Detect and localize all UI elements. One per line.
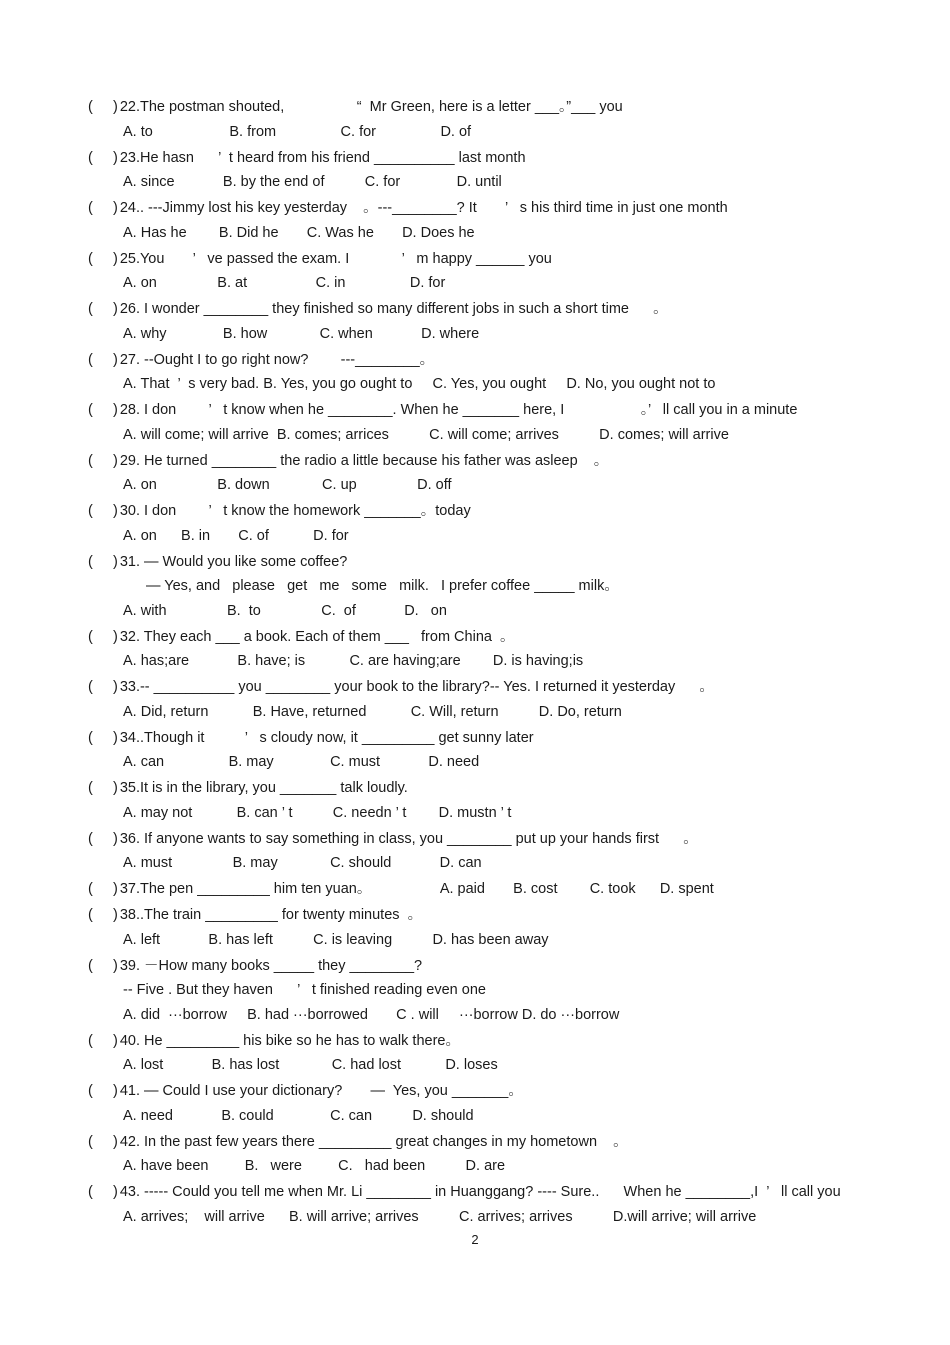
answer-options: A. can B. may C. must D. need <box>123 754 480 770</box>
question-stem <box>88 95 868 120</box>
stem-text: 29. He turned ________ the radio a little because his father was asleep 。 <box>119 452 609 469</box>
answer-options: A. That ’ s very bad. B. Yes, you go ought to C. Yes, you ought D. No, you ought not to <box>123 376 716 392</box>
answer-options: A. left B. has left C. is leaving D. has been away <box>123 931 549 948</box>
answer-options: A. why B. how C. when D. where <box>123 325 480 342</box>
question-30 <box>88 499 868 550</box>
stem-text: 40. He _________ his bike so he has to walk there。 <box>119 1032 460 1049</box>
answer-blank[interactable]: ( ) <box>88 1032 118 1049</box>
question-stem <box>88 146 868 171</box>
stem-text: 27. --Ought I to go right now? ---________。 <box>119 351 435 368</box>
answer-blank[interactable]: ( ) <box>88 149 118 166</box>
question-35 <box>88 776 868 827</box>
stem-text: 39. －How many books _____ they ________? <box>119 957 423 974</box>
question-43 <box>88 1180 868 1231</box>
stem-text: 30. I don ’ t know the homework _______。today <box>119 503 471 519</box>
answer-options: A. may not B. can ’ t C. needn ’ t D. mustn ’ t <box>123 804 512 821</box>
question-stem <box>88 625 868 650</box>
question-36 <box>88 827 868 878</box>
question-stem <box>88 1029 868 1054</box>
answer-blank[interactable]: ( ) <box>88 907 118 923</box>
question-stem <box>88 550 868 575</box>
question-31 <box>88 550 868 625</box>
question-stem <box>88 776 868 801</box>
question-stem <box>88 1180 868 1205</box>
question-23 <box>88 146 868 197</box>
question-stem <box>88 675 868 700</box>
stem-text: 34..Though it ’ s cloudy now, it _________ get sunny later <box>119 729 534 746</box>
question-stem <box>88 449 868 474</box>
question-40 <box>88 1029 868 1080</box>
question-list <box>88 95 868 1231</box>
answer-options: A. on B. in C. of D. for <box>123 527 349 544</box>
stem-text: 26. I wonder ________ they finished so many different jobs in such a short time 。 <box>119 301 668 317</box>
answer-blank[interactable]: ( ) <box>88 503 118 519</box>
question-37 <box>88 877 868 903</box>
answer-blank[interactable]: ( ) <box>88 250 118 267</box>
dialogue-line: — Yes, and please get me some milk. I prefer coffee _____ milk。 <box>146 578 619 594</box>
answer-blank[interactable]: ( ) <box>88 99 118 115</box>
answer-options: A. lost B. has lost C. had lost D. loses <box>123 1057 498 1073</box>
answer-options: A. Has he B. Did he C. Was he D. Does he <box>123 224 475 241</box>
answer-blank[interactable]: ( ) <box>88 402 118 418</box>
stem-text: 43. ----- Could you tell me when Mr. Li ________ in Huanggang? ---- Sure.. When he ________,I ’ ll call you <box>119 1184 841 1200</box>
question-stem <box>88 954 868 979</box>
answer-options: A. since B. by the end of C. for D. until <box>123 174 502 190</box>
stem-text: 25.You ’ ve passed the exam. I ’ m happy ______ you <box>119 250 552 267</box>
answer-options: A. must B. may C. should D. can <box>123 855 482 871</box>
answer-options: A. arrives; will arrive B. will arrive; arrives C. arrives; arrives D.will arrive; will arrive <box>123 1208 757 1225</box>
question-29 <box>88 449 868 500</box>
stem-text: 37.The pen _________ him ten yuan。 A. paid B. cost C. took D. spent <box>119 881 714 897</box>
answer-blank[interactable]: ( ) <box>88 1184 118 1200</box>
stem-text: 38..The train _________ for twenty minutes 。 <box>119 907 423 923</box>
answer-options: A. with B. to C. of D. on <box>123 602 447 619</box>
dialogue-line: -- Five . But they haven ’ t finished reading even one <box>123 982 486 998</box>
answer-blank[interactable]: ( ) <box>88 452 118 469</box>
answer-blank[interactable]: ( ) <box>88 679 118 695</box>
stem-text: 41. — Could I use your dictionary? — Yes, you _______。 <box>119 1083 523 1099</box>
answer-options: A. on B. at C. in D. for <box>123 275 446 291</box>
question-27 <box>88 348 868 399</box>
question-38 <box>88 903 868 954</box>
answer-blank[interactable]: ( ) <box>88 830 118 847</box>
answer-blank[interactable]: ( ) <box>88 200 118 216</box>
answer-blank[interactable]: ( ) <box>88 729 118 746</box>
stem-text: 36. If anyone wants to say something in class, you ________ put up your hands first 。 <box>119 830 698 847</box>
answer-options: A. to B. from C. for D. of <box>123 123 472 140</box>
question-42 <box>88 1130 868 1181</box>
answer-blank[interactable]: ( ) <box>88 1133 118 1150</box>
question-22 <box>88 95 868 146</box>
question-28 <box>88 398 868 449</box>
answer-options: A. Did, return B. Have, returned C. Will, return D. Do, return <box>123 703 622 720</box>
answer-blank[interactable]: ( ) <box>88 301 118 317</box>
question-stem <box>88 398 868 423</box>
answer-blank[interactable]: ( ) <box>88 881 118 897</box>
question-24 <box>88 196 868 247</box>
question-stem <box>88 1130 868 1155</box>
answer-blank[interactable]: ( ) <box>88 1083 118 1099</box>
question-stem <box>88 877 868 902</box>
stem-text: 32. They each ___ a book. Each of them ___ from China 。 <box>119 628 515 645</box>
answer-blank[interactable]: ( ) <box>88 780 118 796</box>
question-33 <box>88 675 868 726</box>
question-stem <box>88 1079 868 1104</box>
question-39 <box>88 954 868 1029</box>
question-stem <box>88 297 868 322</box>
answer-options: A. need B. could C. can D. should <box>123 1107 474 1124</box>
question-41 <box>88 1079 868 1130</box>
answer-options: A. has;are B. have; is C. are having;are D. is having;is <box>123 653 584 669</box>
stem-text: 23.He hasn ’ t heard from his friend __________ last month <box>119 149 526 166</box>
question-stem <box>88 726 868 751</box>
question-25 <box>88 247 868 298</box>
answer-options: A. will come; will arrive B. comes; arrices C. will come; arrives D. comes; will arrive <box>123 426 729 443</box>
question-stem <box>88 903 868 928</box>
question-stem <box>88 499 868 524</box>
page-number: 2 <box>471 1232 479 1247</box>
answer-options: A. did ···borrow B. had ···borrowed C . will ···borrow D. do ···borrow <box>123 1006 620 1023</box>
answer-options: A. on B. down C. up D. off <box>123 477 452 493</box>
stem-text: 31. — Would you like some coffee? <box>119 553 348 570</box>
question-stem <box>88 827 868 852</box>
question-32 <box>88 625 868 676</box>
stem-text: 22.The postman shouted, “ Mr Green, here is a letter ___。”___ you <box>119 99 623 115</box>
stem-text: 33.-- __________ you ________ your book to the library?-- Yes. I returned it yesterday 。 <box>119 679 714 695</box>
answer-blank[interactable]: ( ) <box>88 553 118 570</box>
answer-blank[interactable]: ( ) <box>88 957 118 974</box>
question-34 <box>88 726 868 777</box>
question-stem <box>88 196 868 221</box>
question-stem <box>88 348 868 373</box>
answer-blank[interactable]: ( ) <box>88 351 118 368</box>
stem-text: 24.. ---Jimmy lost his key yesterday 。---________? It ’ s his third time in just one month <box>119 200 728 216</box>
stem-text: 35.It is in the library, you _______ talk loudly. <box>119 780 408 796</box>
answer-options: A. have been B. were C. had been D. are <box>123 1158 506 1174</box>
question-26 <box>88 297 868 348</box>
question-stem <box>88 247 868 272</box>
stem-text: 28. I don ’ t know when he ________. When he _______ here, I 。’ ll call you in a minute <box>119 402 798 418</box>
answer-blank[interactable]: ( ) <box>88 628 118 645</box>
stem-text: 42. In the past few years there _________ great changes in my hometown 。 <box>119 1133 628 1150</box>
